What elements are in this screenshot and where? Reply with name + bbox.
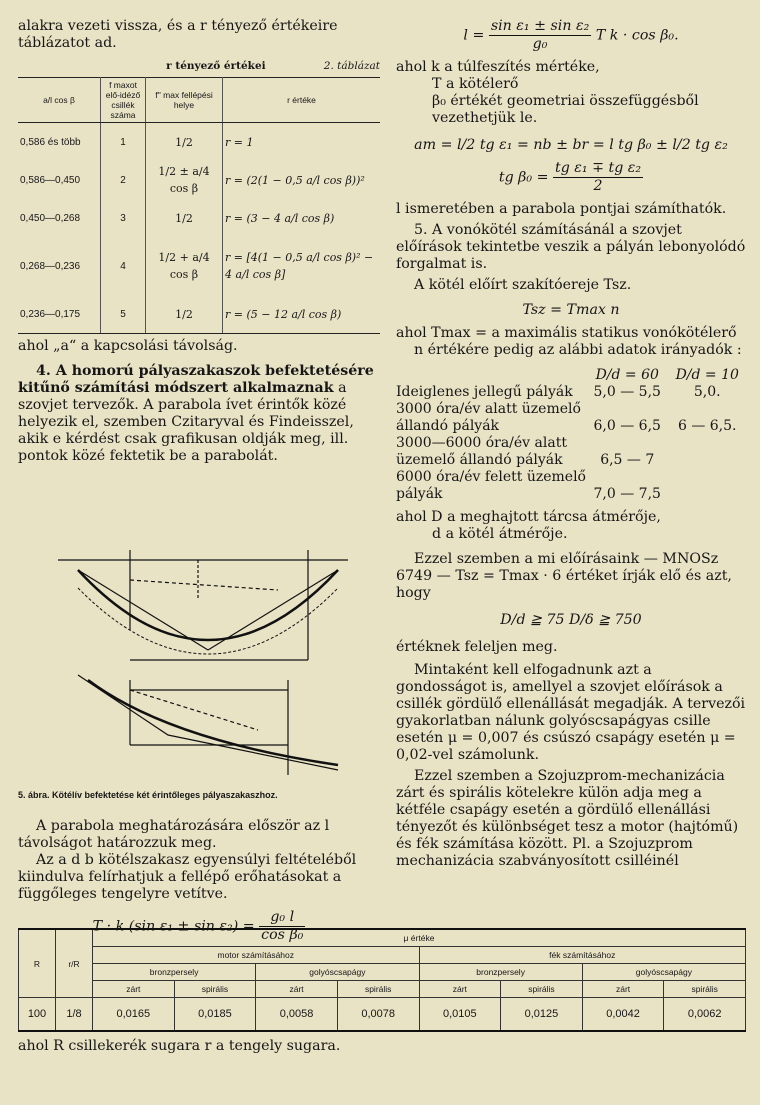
cell-mu: 0,0125 [501, 998, 583, 1032]
formula-1-denominator: cos β₀ [261, 927, 304, 943]
cell-mu: 0,0105 [419, 998, 501, 1032]
cell-count: 1 [101, 123, 146, 162]
header-spiralis: spirális [664, 981, 746, 998]
header-motor: motor számításához [93, 947, 420, 964]
where-k: ahol k a túlfeszítés mértéke, [396, 59, 600, 75]
cell-mu: 0,0062 [664, 998, 746, 1032]
cell-range: 0,450—0,268 [18, 199, 101, 237]
header-motor-golyos: golyóscsapágy [256, 964, 419, 981]
row-value-1: 7,0 — 7,5 [593, 486, 661, 502]
cell-value: r = (3 − 4 a/l cos β) [225, 211, 335, 225]
header-motor-bronz: bronzpersely [93, 964, 256, 981]
where-tmax: ahol Tmax = a maximális statikus vonókötélerő [396, 325, 737, 341]
cell-place: 1/2 [146, 199, 223, 237]
cell-place: 1/2 + a/4 cos β [146, 237, 223, 295]
section4-text: a szovjet tervezők. A parabola ívet érintők közé helyezik el, szemben Czitaryval és Findeisszel, akik e kérdést csak grafikusan oldják meg, ill. pontok közé fektetik be a parabolát. [18, 380, 354, 464]
cell-place: 1/2 [146, 295, 223, 334]
cell-mu: 0,0042 [582, 998, 664, 1032]
row-label: 6000 óra/év felett üzemelő pályák [396, 469, 586, 502]
cell-count: 5 [101, 295, 146, 334]
header-zart: zárt [419, 981, 501, 998]
n-values-table [396, 367, 746, 503]
formula-5: Tsz = Tmax n [522, 302, 620, 318]
intro-text: alakra vezeti vissza, és a r tényező értékeire táblázatot ad. [18, 18, 338, 51]
row-value-2 [668, 435, 746, 469]
section4-paragraph [18, 363, 380, 465]
paragraph-parabola-points: l ismeretében a parabola pontjai számíthatók. [396, 201, 727, 217]
table-row [396, 401, 746, 435]
header-R: R [19, 929, 56, 998]
table2-header-place: f'' max fellépési helye [146, 78, 223, 123]
paragraph-equilibrium: Az a d b kötélszakasz egyensúlyi feltételéből kiindulva felírhatjuk a fellépő erőhatásokat a függőleges tengelyre vetítve. [18, 852, 357, 902]
formula-4-numerator: tg ε₁ ∓ tg ε₂ [555, 160, 642, 176]
header-fek-bronz: bronzpersely [419, 964, 582, 981]
formula-6: D/d ≧ 75 D/δ ≧ 750 [500, 612, 642, 628]
cell-rR: 1/8 [56, 998, 93, 1032]
table2-header-ratio: a/l cos β [18, 78, 101, 123]
cell-count: 4 [101, 237, 146, 295]
header-spiralis: spirális [501, 981, 583, 998]
formula-1-left: T · k (sin ε₁ ± sin ε₂) = [92, 918, 255, 935]
row-value-1: 6,0 — 6,5 [593, 418, 661, 434]
where-d: d a kötél átmérője. [432, 526, 568, 542]
paragraph-mnosz: Ezzel szemben a mi előírásaink — MNOSz 6749 — Tsz = Tmax · 6 értéket írják elő és azt, hogy [396, 551, 732, 601]
row-value-2 [668, 469, 746, 503]
cell-value: r = 1 [225, 135, 254, 149]
table2-caption: r tényező értékei [166, 60, 266, 72]
paragraph-tsz: A kötél előírt szakítóereje Tsz. [414, 277, 632, 293]
cell-range: 0,586—0,450 [18, 161, 101, 199]
cell-place: 1/2 [146, 123, 223, 162]
figure-caption: 5. ábra. Kötélív befektetése két érintőleges pályaszakaszhoz. [18, 790, 278, 800]
bottom-note: ahol R csillekerék sugara r a tengely sugara. [18, 1038, 341, 1054]
cell-range: 0,268—0,236 [18, 237, 101, 295]
paragraph-szojuzprom: Ezzel szemben a Szojuzprom-mechanizácia zárt és spirális kötelekre külön adja meg a kétféle csapágy esetén a gördülő ellenállási tényezőt és különbséget tesz a motor (hajtómű) és fék számítása között. Pl. a Szojuzprom mechanizácia szabványosított csilléinél [396, 768, 739, 869]
table-row [18, 295, 380, 334]
table-row [18, 237, 380, 295]
table-row [18, 161, 380, 199]
cell-mu: 0,0165 [93, 998, 175, 1032]
right-column [396, 18, 746, 870]
formula-2-fraction [489, 18, 591, 53]
header-spiralis: spirális [174, 981, 256, 998]
table2-number: 2. táblázat [323, 60, 380, 72]
table-row [18, 123, 380, 162]
header-fek: fék számításához [419, 947, 746, 964]
table2-header-value: r értéke [223, 78, 381, 123]
cell-value: r = [4(1 − 0,5 a/l cos β)² − 4 a/l cos β] [225, 251, 374, 281]
where-T: T a kötélerő [432, 76, 519, 92]
table2-header-count: f maxot elő-idéző csillék száma [101, 78, 146, 123]
where-D: ahol D a meghajtott tárcsa átmérője, [396, 509, 661, 525]
figure-5-diagram [18, 540, 380, 800]
table-row [19, 998, 746, 1032]
row-value-2: 5,0. [693, 384, 721, 400]
formula-2-denominator: g₀ [532, 36, 548, 52]
formula-2-numerator: sin ε₁ ± sin ε₂ [490, 18, 590, 34]
cell-range: 0,236—0,175 [18, 295, 101, 334]
row-value-2: 6 — 6,5. [677, 418, 737, 434]
paragraph-model: Mintaként kell elfogadnunk azt a gondosságot is, amellyel a szovjet előírások a csillék gördülő ellenállását megadják. A tervezői gyakorlatban nálunk golyóscsapágyas csille esetén μ = 0,007 és csúszó csapágy esetén μ = 0,02-vel számolunk. [396, 662, 746, 763]
header-rR: r/R [56, 929, 93, 998]
formula-1-numerator: g₀ l [259, 909, 305, 927]
cell-count: 2 [101, 161, 146, 199]
row-value-1: 5,0 — 5,5 [593, 384, 661, 400]
dd10-header: D/d = 10 [675, 367, 739, 383]
cell-count: 3 [101, 199, 146, 237]
cell-mu: 0,0058 [256, 998, 338, 1032]
where-n: n értékére pedig az alábbi adatok irányadók : [414, 342, 742, 358]
formula-2 [396, 18, 746, 53]
paragraph-l-distance: A parabola meghatározására először az l távolságot határozzuk meg. [18, 818, 330, 851]
cell-value: r = (2(1 − 0,5 a/l cos β))² [225, 173, 365, 187]
table-row [396, 384, 746, 401]
formula-2-right: T k · cos β₀. [595, 27, 679, 44]
table-row [18, 199, 380, 237]
row-value-1: 6,5 — 7 [600, 452, 655, 468]
table-row [396, 469, 746, 503]
left-column [18, 18, 380, 465]
header-fek-golyos: golyóscsapágy [582, 964, 745, 981]
dd60-header: D/d = 60 [595, 367, 659, 383]
cell-range: 0,586 és több [18, 123, 101, 162]
where-beta: β₀ értékét geometriai összefüggésből vezethetjük le. [432, 93, 699, 126]
mu-values-table [18, 928, 746, 1032]
header-mu: μ értéke [93, 929, 746, 947]
paragraph-meet: értéknek feleljen meg. [396, 639, 558, 655]
cell-mu: 0,0185 [174, 998, 256, 1032]
r-factor-table [18, 77, 380, 334]
cell-mu: 0,0078 [337, 998, 419, 1032]
cell-R: 100 [19, 998, 56, 1032]
formula-4-denominator: 2 [593, 178, 603, 194]
row-label: 3000 óra/év alatt üzemelő állandó pályák [396, 401, 581, 434]
formula-4-left: tg β₀ = [498, 169, 549, 186]
row-label: Ideiglenes jellegű pályák [396, 384, 573, 400]
bottom-section [18, 928, 746, 1054]
section4-heading: 4. A homorú pályaszakaszok befektetésére kitűnő számítási módszert alkalmaznak [18, 363, 374, 396]
table-row [396, 435, 746, 469]
header-spiralis: spirális [337, 981, 419, 998]
formula-4 [396, 160, 746, 195]
formula-2-left: l = [463, 27, 485, 44]
after-table-text: ahol „a“ a kapcsolási távolság. [18, 338, 238, 354]
row-label: 3000—6000 óra/év alatt üzemelő állandó pályák [396, 435, 567, 468]
cell-place: 1/2 ± a/4 cos β [146, 161, 223, 199]
header-zart: zárt [582, 981, 664, 998]
cell-value: r = (5 − 12 a/l cos β) [223, 295, 381, 334]
header-zart: zárt [256, 981, 338, 998]
header-zart: zárt [93, 981, 175, 998]
section5-paragraph: 5. A vonókötél számításánál a szovjet előírások tekintetbe veszik a pályán lebonyolódó forgalmat is. [396, 222, 746, 272]
formula-4-fraction [553, 160, 643, 195]
formula-3: am = l/2 tg ε₁ = nb ± br = l tg β₀ ± l/2 tg ε₂ [414, 137, 728, 153]
table2-caption-row [18, 58, 380, 75]
